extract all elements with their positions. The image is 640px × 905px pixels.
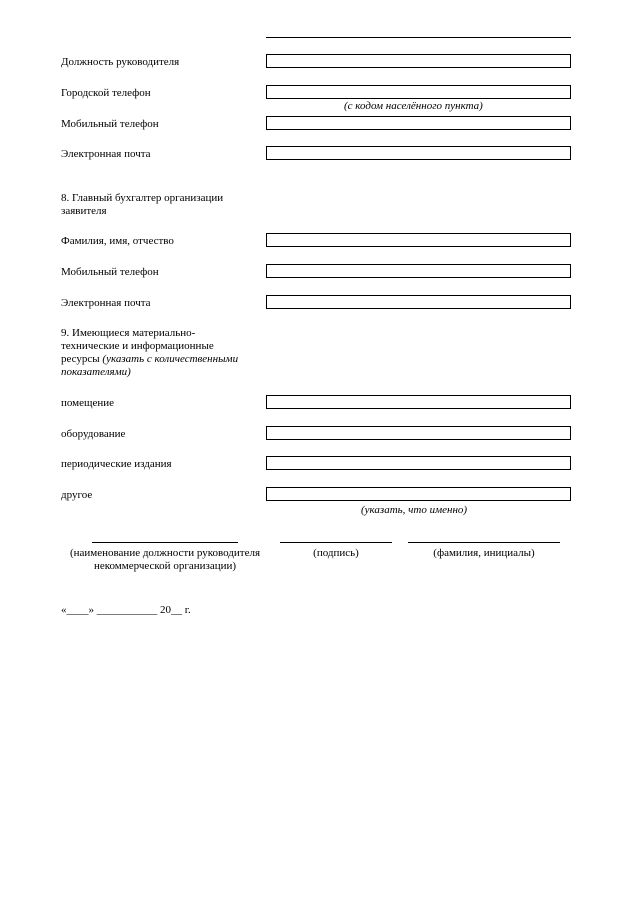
resources-title-line3-plain: ресурсы bbox=[61, 353, 103, 365]
sign-line bbox=[280, 542, 392, 543]
accountant-mobile-field[interactable] bbox=[266, 264, 571, 278]
head-email-field[interactable] bbox=[266, 146, 571, 160]
resources-title-line2: технические и информационные bbox=[61, 340, 214, 352]
accountant-title-line1: 8. Главный бухгалтер организации bbox=[61, 192, 224, 204]
position-caption-line1: (наименование должности руководителя bbox=[69, 547, 261, 559]
head-mobile-field[interactable] bbox=[266, 116, 571, 130]
city-phone-field[interactable] bbox=[266, 85, 571, 99]
accountant-email-field[interactable] bbox=[266, 295, 571, 309]
accountant-fio-label: Фамилия, имя, отчество bbox=[61, 235, 174, 247]
resources-title-line1: 9. Имеющиеся материально- bbox=[61, 327, 196, 339]
periodicals-field[interactable] bbox=[266, 456, 571, 470]
accountant-mobile-label: Мобильный телефон bbox=[61, 266, 159, 278]
city-phone-note: (с кодом населённого пункта) bbox=[344, 100, 483, 112]
accountant-section-title bbox=[61, 192, 223, 218]
accountant-email-label: Электронная почта bbox=[61, 297, 151, 309]
name-line bbox=[408, 542, 560, 543]
sign-caption: (подпись) bbox=[313, 547, 359, 559]
position-caption bbox=[55, 547, 275, 573]
top-field-line bbox=[266, 37, 571, 38]
other-label: другое bbox=[61, 489, 93, 501]
equipment-label: оборудование bbox=[61, 428, 126, 440]
head-position-label: Должность руководителя bbox=[61, 56, 180, 68]
equipment-field[interactable] bbox=[266, 426, 571, 440]
accountant-title-line2: заявителя bbox=[61, 205, 107, 217]
name-caption: (фамилия, инициалы) bbox=[433, 547, 535, 559]
resources-title-line3-italic: (указать с количественными bbox=[102, 353, 239, 365]
other-note: (указать, что именно) bbox=[361, 504, 468, 516]
position-caption-line2: некоммерческой организации) bbox=[93, 560, 237, 572]
resources-title-line3 bbox=[61, 353, 238, 366]
head-email-label: Электронная почта bbox=[61, 148, 151, 160]
city-phone-label: Городской телефон bbox=[61, 87, 151, 99]
date-line: «____» ___________ 20__ г. bbox=[61, 604, 191, 616]
other-field[interactable] bbox=[266, 487, 571, 501]
resources-section-title bbox=[61, 327, 238, 379]
head-mobile-label: Мобильный телефон bbox=[61, 118, 159, 130]
position-signature-line bbox=[92, 542, 238, 543]
resources-title-line4: показателями) bbox=[61, 366, 131, 378]
accountant-fio-field[interactable] bbox=[266, 233, 571, 247]
head-position-field[interactable] bbox=[266, 54, 571, 68]
periodicals-label: периодические издания bbox=[61, 458, 172, 470]
premises-label: помещение bbox=[61, 397, 115, 409]
premises-field[interactable] bbox=[266, 395, 571, 409]
